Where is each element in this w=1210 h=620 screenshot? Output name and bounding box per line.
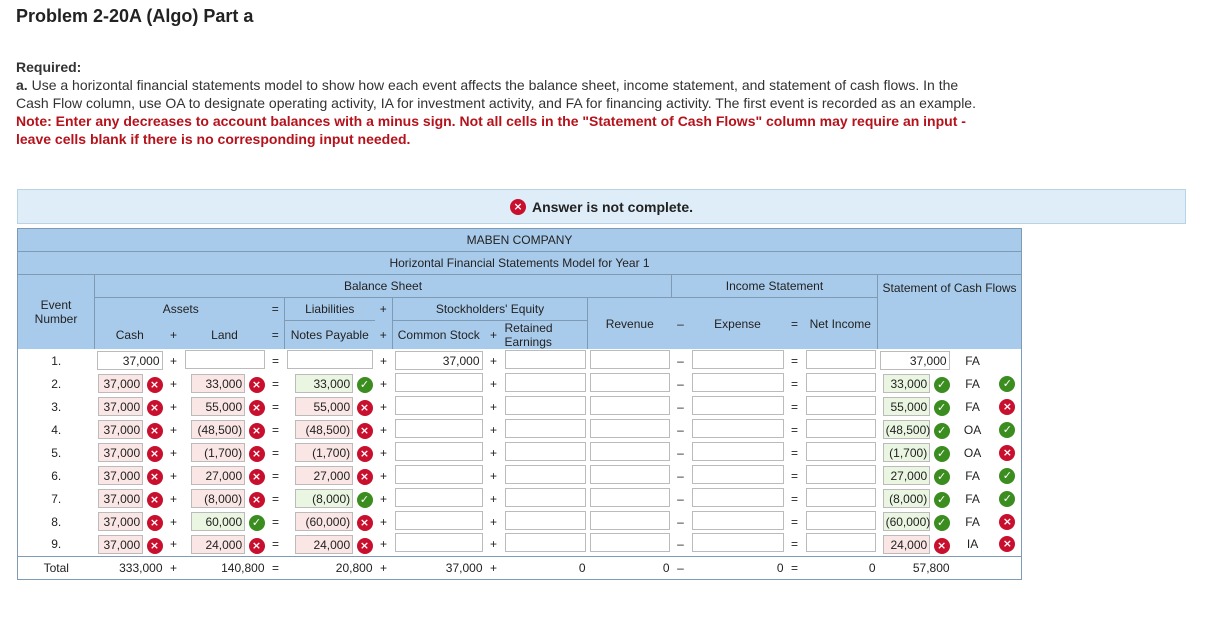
total-retained-earnings: 0 — [503, 556, 588, 579]
operator-sign: + — [375, 487, 393, 510]
land-input[interactable]: 24,000 — [191, 535, 245, 554]
operator-sign: + — [375, 464, 393, 487]
operator-sign: + — [375, 395, 393, 418]
incorrect-icon: × — [510, 199, 526, 215]
total-notes-payable: 20,800 — [285, 556, 375, 579]
operator-sign: = — [267, 556, 285, 579]
retained-earnings-header: Retained Earnings — [504, 321, 553, 349]
net-income-input[interactable] — [806, 350, 876, 369]
correct-icon: ✓ — [357, 377, 373, 393]
net-income-input[interactable] — [806, 465, 876, 484]
stockholders-equity-header: Stockholders' Equity — [393, 298, 588, 321]
incorrect-icon: × — [249, 446, 265, 462]
operator-sign: + — [485, 349, 503, 372]
required-text — [16, 76, 976, 112]
scf-header: Statement of Cash Flows — [878, 275, 1022, 350]
incorrect-icon: × — [147, 492, 163, 508]
correct-icon: ✓ — [999, 422, 1015, 438]
notes-payable-input[interactable] — [287, 350, 373, 369]
operator-sign: + — [485, 441, 503, 464]
scf-amount-input[interactable]: (8,000) — [883, 489, 931, 508]
notes-payable-input[interactable]: 24,000 — [295, 535, 353, 554]
net-income-input[interactable] — [806, 373, 876, 392]
incorrect-icon: × — [999, 445, 1015, 461]
page-title: Problem 2-20A (Algo) Part a — [16, 6, 254, 26]
retained-earnings-input[interactable] — [505, 396, 586, 415]
activity-select[interactable]: IA — [966, 537, 979, 552]
cash-input[interactable]: 37,000 — [98, 443, 143, 462]
notes-payable-input[interactable]: (1,700) — [295, 443, 353, 462]
operator-sign: + — [375, 418, 393, 441]
correct-icon: ✓ — [249, 515, 265, 531]
correct-icon: ✓ — [999, 491, 1015, 507]
correct-icon: ✓ — [934, 423, 950, 439]
notes-payable-input[interactable]: (48,500) — [295, 420, 353, 439]
net-income-input[interactable] — [806, 396, 876, 415]
cash-input[interactable]: 37,000 — [98, 420, 143, 439]
operator-sign: = — [267, 372, 285, 395]
incorrect-icon: × — [357, 538, 373, 554]
net-income-header: Net Income — [809, 316, 871, 331]
incorrect-icon: × — [357, 423, 373, 439]
cash-input[interactable]: 37,000 — [98, 374, 143, 393]
liabilities-header: Liabilities — [285, 298, 375, 321]
land-input[interactable]: (1,700) — [191, 443, 245, 462]
minus-sign: – — [677, 316, 684, 331]
operator-sign: + — [165, 441, 183, 464]
operator-sign: = — [786, 533, 804, 556]
retained-earnings-input[interactable] — [505, 465, 586, 484]
operator-sign: – — [672, 464, 690, 487]
total-row — [18, 556, 1022, 579]
incorrect-icon: × — [357, 515, 373, 531]
operator-sign: + — [485, 418, 503, 441]
scf-amount-input[interactable]: 24,000 — [883, 535, 931, 554]
table-row — [18, 349, 1022, 372]
operator-sign: – — [672, 395, 690, 418]
scf-amount-input[interactable]: (48,500) — [883, 420, 931, 439]
expense-input[interactable] — [692, 419, 784, 438]
retained-earnings-input[interactable] — [505, 419, 586, 438]
incorrect-icon: × — [999, 399, 1015, 415]
table-body — [18, 349, 1022, 579]
expense-input[interactable] — [692, 442, 784, 461]
revenue-input[interactable] — [590, 533, 670, 552]
operator-sign: – — [672, 349, 690, 372]
incorrect-icon: × — [147, 400, 163, 416]
operator-sign: + — [375, 533, 393, 556]
retained-earnings-input[interactable] — [505, 373, 586, 392]
scf-amount-input[interactable]: (1,700) — [883, 443, 931, 462]
operator-sign: = — [267, 395, 285, 418]
operator-sign: = — [786, 441, 804, 464]
operator-sign: = — [267, 487, 285, 510]
answer-status-banner — [17, 189, 1186, 224]
total-expense: 0 — [690, 556, 786, 579]
event-number: 1. — [18, 349, 95, 372]
equals-sign: = — [790, 316, 798, 331]
total-land: 140,800 — [183, 556, 267, 579]
operator-sign: = — [786, 372, 804, 395]
cash-input[interactable]: 37,000 — [98, 466, 143, 485]
event-number: 5. — [18, 441, 95, 464]
activity-select[interactable]: OA — [963, 445, 982, 460]
operator-sign: + — [165, 533, 183, 556]
notes-payable-input[interactable]: 33,000 — [295, 374, 353, 393]
part-a-text: Use a horizontal financial statements model to show how each event affects the balance sheet, income statement, and statement of cash flows. In the Cash Flow column, use OA to designate operating activity, IA for investment activity, and FA for financing activity. The first event is recorded as an example. — [16, 77, 976, 111]
common-stock-input[interactable] — [395, 419, 483, 438]
operator-sign: = — [267, 533, 285, 556]
land-header: Land — [211, 327, 238, 342]
retained-earnings-input[interactable] — [505, 488, 586, 507]
company-name: MABEN COMPANY — [18, 229, 1022, 252]
net-income-input[interactable] — [806, 533, 876, 552]
event-number: 6. — [18, 464, 95, 487]
correct-icon: ✓ — [934, 446, 950, 462]
land-input[interactable]: (48,500) — [191, 420, 245, 439]
balance-sheet-header: Balance Sheet — [95, 275, 672, 298]
incorrect-icon: × — [147, 423, 163, 439]
notes-payable-header: Notes Payable — [285, 321, 375, 350]
cash-header: Cash — [95, 321, 165, 350]
revenue-input[interactable] — [590, 465, 670, 484]
instructions — [16, 58, 976, 148]
cash-input[interactable]: 37,000 — [98, 535, 143, 554]
cash-input[interactable]: 37,000 — [98, 489, 143, 508]
activity-select[interactable]: FA — [965, 353, 980, 368]
common-stock-input[interactable] — [395, 396, 483, 415]
incorrect-icon: × — [147, 377, 163, 393]
operator-sign: + — [485, 372, 503, 395]
operator-sign: = — [267, 349, 285, 372]
operator-sign: + — [165, 395, 183, 418]
event-number: 2. — [18, 372, 95, 395]
operator-sign: – — [672, 556, 690, 579]
activity-select[interactable]: FA — [965, 514, 980, 529]
net-income-input[interactable] — [806, 442, 876, 461]
event-number: 4. — [18, 418, 95, 441]
correct-icon: ✓ — [934, 469, 950, 485]
expense-input[interactable] — [692, 373, 784, 392]
operator-sign: = — [267, 510, 285, 533]
land-input[interactable] — [185, 350, 265, 369]
event-number-header: Event Number — [34, 298, 78, 326]
operator-sign: + — [485, 556, 503, 579]
correct-icon: ✓ — [999, 376, 1015, 392]
common-stock-input[interactable] — [395, 465, 483, 484]
activity-select[interactable]: FA — [965, 376, 980, 391]
correct-icon: ✓ — [999, 468, 1015, 484]
table-row — [18, 372, 1022, 395]
land-input[interactable]: 27,000 — [191, 466, 245, 485]
retained-earnings-input[interactable] — [505, 442, 586, 461]
operator-sign: + — [485, 464, 503, 487]
plus-sign: + — [379, 327, 387, 342]
total-cash: 333,000 — [95, 556, 165, 579]
correct-icon: ✓ — [357, 492, 373, 508]
activity-select[interactable]: FA — [965, 468, 980, 483]
expense-input[interactable] — [692, 533, 784, 552]
common-stock-input[interactable] — [395, 533, 483, 552]
expense-input[interactable] — [692, 488, 784, 507]
banner-text: Answer is not complete. — [531, 198, 694, 215]
common-stock-input[interactable]: 37,000 — [395, 351, 483, 370]
incorrect-icon: × — [357, 446, 373, 462]
expense-header: Expense — [714, 316, 761, 331]
note-text: Note: Enter any decreases to account balances with a minus sign. Not all cells in the "Statement of Cash Flows" column may require an input - leave cells blank if there is no corresponding input needed. — [16, 113, 966, 147]
incorrect-icon: × — [999, 536, 1015, 552]
expense-input[interactable] — [692, 350, 784, 369]
table-row — [18, 510, 1022, 533]
scf-amount-input[interactable]: 37,000 — [880, 351, 950, 370]
revenue-input[interactable] — [590, 396, 670, 415]
common-stock-input[interactable] — [395, 511, 483, 530]
incorrect-icon: × — [147, 446, 163, 462]
financial-statements-model-table — [17, 228, 1022, 580]
revenue-input[interactable] — [590, 350, 670, 369]
total-label: Total — [18, 556, 95, 579]
incorrect-icon: × — [249, 469, 265, 485]
operator-sign: – — [672, 418, 690, 441]
table-row — [18, 533, 1022, 556]
activity-select[interactable]: FA — [965, 491, 980, 506]
operator-sign: – — [672, 441, 690, 464]
operator-sign: + — [485, 533, 503, 556]
incorrect-icon: × — [934, 538, 950, 554]
plus-sign: + — [169, 327, 177, 342]
operator-sign: = — [786, 487, 804, 510]
operator-sign: + — [165, 372, 183, 395]
revenue-input[interactable] — [590, 419, 670, 438]
activity-select[interactable]: OA — [963, 422, 982, 437]
operator-sign: + — [375, 441, 393, 464]
incorrect-icon: × — [249, 538, 265, 554]
operator-sign: + — [165, 487, 183, 510]
table-row — [18, 441, 1022, 464]
operator-sign: + — [165, 464, 183, 487]
land-input[interactable]: 60,000 — [191, 512, 245, 531]
event-number: 7. — [18, 487, 95, 510]
common-stock-input[interactable] — [395, 442, 483, 461]
event-number: 3. — [18, 395, 95, 418]
incorrect-icon: × — [249, 423, 265, 439]
part-label: a. — [16, 77, 28, 93]
incorrect-icon: × — [357, 400, 373, 416]
incorrect-icon: × — [999, 514, 1015, 530]
cash-input[interactable]: 37,000 — [98, 512, 143, 531]
operator-sign: = — [267, 464, 285, 487]
operator-sign: + — [165, 556, 183, 579]
correct-icon: ✓ — [934, 377, 950, 393]
operator-sign: – — [672, 487, 690, 510]
common-stock-header: Common Stock — [393, 321, 485, 350]
scf-amount-input[interactable]: 55,000 — [883, 397, 931, 416]
operator-sign: = — [786, 349, 804, 372]
plus-sign: + — [379, 302, 387, 317]
operator-sign: = — [786, 395, 804, 418]
required-heading: Required: — [16, 59, 82, 75]
incorrect-icon: × — [249, 400, 265, 416]
plus-sign: + — [489, 328, 497, 342]
correct-icon: ✓ — [934, 515, 950, 531]
operator-sign: = — [786, 464, 804, 487]
correct-icon: ✓ — [934, 492, 950, 508]
operator-sign: + — [485, 395, 503, 418]
retained-earnings-input[interactable] — [505, 511, 586, 530]
incorrect-icon: × — [147, 538, 163, 554]
operator-sign: + — [485, 487, 503, 510]
total-common-stock: 37,000 — [393, 556, 485, 579]
notes-payable-input[interactable]: 27,000 — [295, 466, 353, 485]
scf-amount-input[interactable]: 33,000 — [883, 374, 931, 393]
revenue-input[interactable] — [590, 373, 670, 392]
total-net-income: 0 — [804, 556, 878, 579]
operator-sign: + — [165, 418, 183, 441]
revenue-input[interactable] — [590, 511, 670, 530]
land-input[interactable]: (8,000) — [191, 489, 245, 508]
event-number: 8. — [18, 510, 95, 533]
income-statement-header: Income Statement — [672, 275, 878, 298]
expense-input[interactable] — [692, 511, 784, 530]
retained-earnings-input[interactable] — [505, 350, 586, 369]
operator-sign: – — [672, 533, 690, 556]
notes-payable-input[interactable]: (8,000) — [295, 489, 353, 508]
operator-sign: + — [375, 372, 393, 395]
net-income-input[interactable] — [806, 488, 876, 507]
common-stock-input[interactable] — [395, 488, 483, 507]
operator-sign: + — [375, 349, 393, 372]
operator-sign: – — [672, 372, 690, 395]
revenue-input[interactable] — [590, 488, 670, 507]
incorrect-icon: × — [249, 377, 265, 393]
equals-sign: = — [271, 302, 279, 317]
notes-payable-input[interactable]: 55,000 — [295, 397, 353, 416]
activity-select[interactable]: FA — [965, 399, 980, 414]
incorrect-icon: × — [249, 492, 265, 508]
notes-payable-input[interactable]: (60,000) — [295, 512, 353, 531]
retained-earnings-input[interactable] — [505, 533, 586, 552]
operator-sign: = — [267, 441, 285, 464]
cash-input[interactable]: 37,000 — [98, 397, 143, 416]
correct-icon: ✓ — [934, 400, 950, 416]
operator-sign: = — [267, 418, 285, 441]
operator-sign: + — [165, 349, 183, 372]
revenue-input[interactable] — [590, 442, 670, 461]
incorrect-icon: × — [147, 515, 163, 531]
table-row — [18, 464, 1022, 487]
total-revenue: 0 — [588, 556, 672, 579]
incorrect-icon: × — [357, 469, 373, 485]
scf-amount-input[interactable]: (60,000) — [883, 512, 931, 531]
operator-sign: + — [375, 510, 393, 533]
operator-sign: = — [786, 556, 804, 579]
revenue-header: Revenue — [588, 298, 672, 350]
table-row — [18, 418, 1022, 441]
operator-sign: + — [485, 510, 503, 533]
operator-sign: + — [375, 556, 393, 579]
cash-input[interactable]: 37,000 — [97, 351, 163, 370]
operator-sign: = — [786, 418, 804, 441]
land-input[interactable]: 55,000 — [191, 397, 245, 416]
operator-sign: = — [786, 510, 804, 533]
operator-sign: + — [165, 510, 183, 533]
equals-sign: = — [271, 327, 279, 342]
net-income-input[interactable] — [806, 419, 876, 438]
total-scf: 57,800 — [878, 556, 952, 579]
operator-sign: – — [672, 510, 690, 533]
expense-input[interactable] — [692, 465, 784, 484]
assets-header: Assets — [95, 298, 267, 321]
incorrect-icon: × — [147, 469, 163, 485]
scf-amount-input[interactable]: 27,000 — [883, 466, 931, 485]
net-income-input[interactable] — [806, 511, 876, 530]
land-input[interactable]: 33,000 — [191, 374, 245, 393]
table-row — [18, 395, 1022, 418]
expense-input[interactable] — [692, 396, 784, 415]
table-subtitle: Horizontal Financial Statements Model for Year 1 — [18, 252, 1022, 275]
table-row — [18, 487, 1022, 510]
event-number: 9. — [18, 533, 95, 556]
common-stock-input[interactable] — [395, 373, 483, 392]
